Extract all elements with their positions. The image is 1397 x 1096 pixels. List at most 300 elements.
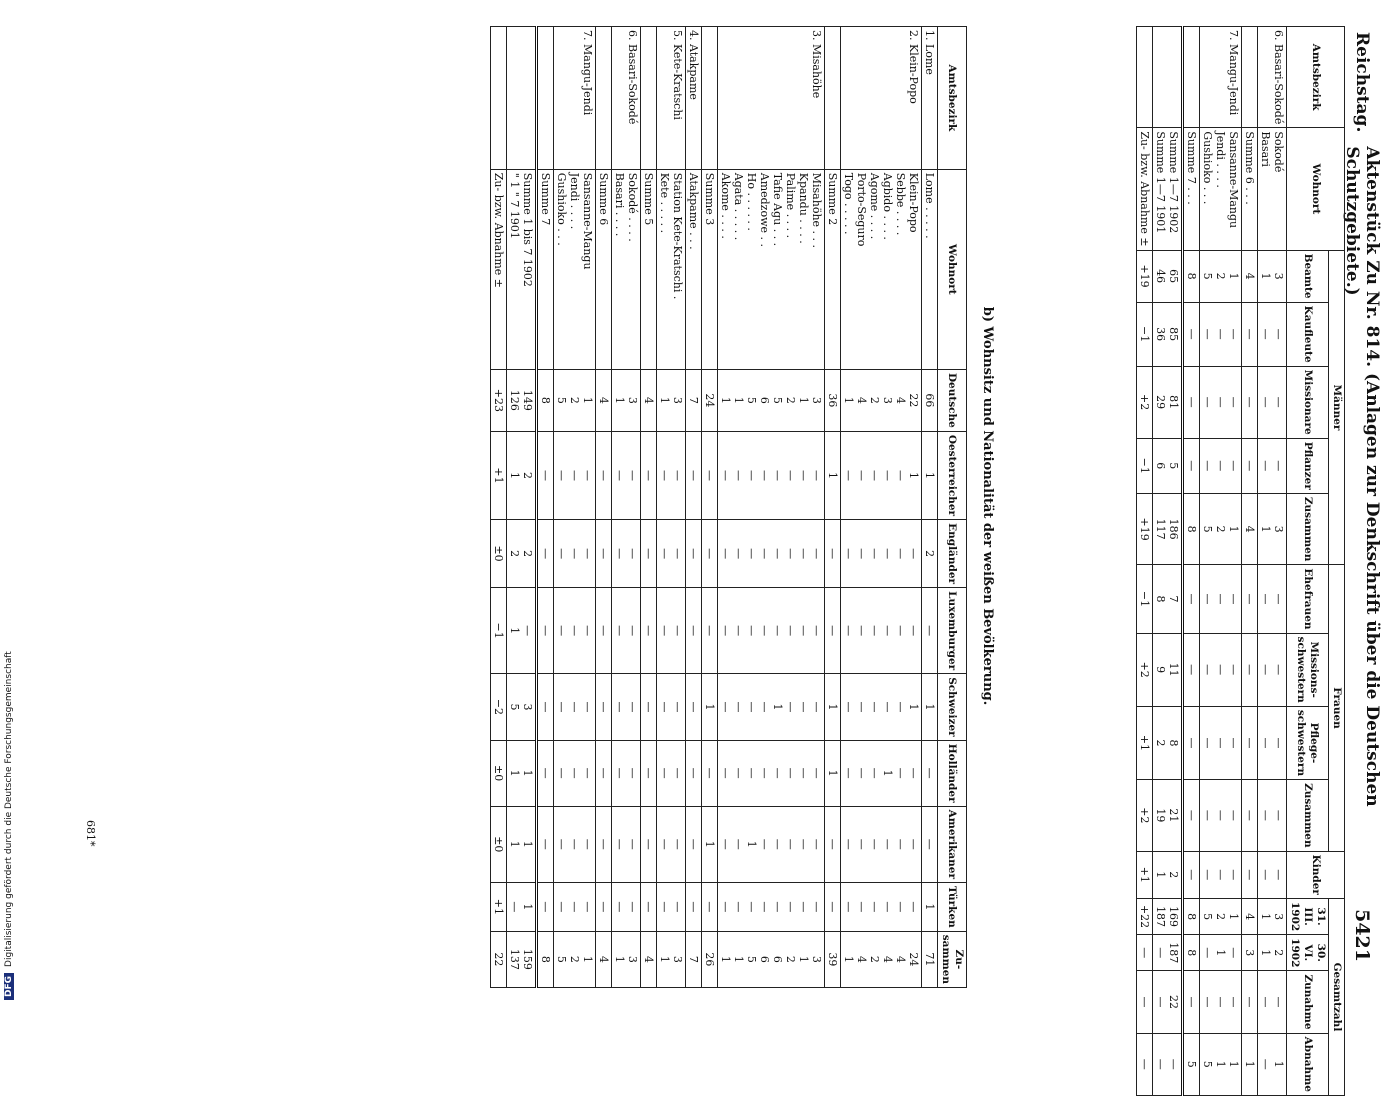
cell-value: — [537,883,554,932]
cell-value: 1 1 5 [1200,1033,1242,1095]
cell-value: — — — [554,520,596,588]
cell-value: — [641,520,657,588]
col-wohnort: Wohnort [1287,128,1345,250]
cell-value: 11 9 [1153,633,1183,706]
cell-value: — — [1258,565,1287,633]
header-title: Aktenstück Zu Nr. 814. (Anlagen zur Denkschrift über die Deutschen Schutzgebiete.) [1342,146,1382,807]
cell-value: −1 [1137,565,1153,633]
cell-amtsbezirk: 7. Mangu-Jendi [554,27,596,170]
cell-value: — — [1258,366,1287,438]
cell-value: — — [612,740,641,806]
cell-value: — [1137,1033,1153,1095]
cell-value: 1 [922,883,938,932]
cell-value: — [686,806,702,882]
group-gesamtzahl: Gesamtzahl [1329,898,1345,1095]
cell-amtsbezirk [1137,27,1153,128]
cell-value: — — — [554,806,596,882]
cell-value: — [1183,706,1200,779]
cell-value: 39 [825,931,841,987]
col-header: Kaufleute [1287,302,1329,366]
col-header: Zusammen [1287,780,1329,852]
col-nationality: Deutsche [938,369,967,431]
cell-value: 4 [641,369,657,431]
cell-value: — — 1 — — — [841,740,922,806]
cell-wohnort: Zu- bzw. Abnahme ± [1137,128,1153,250]
cell-value: — [1183,780,1200,852]
cell-wohnort: Atakpame . . . [686,169,702,369]
cell-wohnort: Station Kete-Kratschi . Kete . . . . . [657,169,686,369]
cell-value: — — — — — 1 — — [718,806,825,882]
cell-value: — 1 [507,588,537,674]
cell-value: — [702,520,718,588]
cell-value: — [686,674,702,741]
cell-value: — — [612,883,641,932]
cell-value: 65 46 [1153,250,1183,302]
cell-value: 4 [1242,493,1258,565]
footer-mark: 681* [84,820,97,847]
cell-value: — — — [554,431,596,519]
cell-value: — [1242,851,1258,898]
cell-wohnort: Summe 5 [641,169,657,369]
cell-value: — — [657,588,686,674]
table-row [1137,27,1153,1096]
cell-value: 2 1 [1153,851,1183,898]
col-header: 30. VI. 1902 [1287,935,1329,971]
cell-amtsbezirk [641,27,657,170]
cell-wohnort: Lome . . . . . [922,169,938,369]
cell-value: 24 4 4 2 4 1 [841,931,922,987]
cell-value: — [537,520,554,588]
cell-value: ±0 [491,740,507,806]
cell-value: — [641,883,657,932]
table-row [1200,27,1242,1096]
cell-wohnort: Klein-Popo Sebbe . . . . Agbido . . . . Agome . . . . Porto-Seguro Togo . . . . . [841,169,922,369]
cell-value: 8 2 [1153,706,1183,779]
cell-value: −1 [1137,438,1153,493]
table-row [718,27,825,988]
cell-value: 1 1 [507,806,537,882]
cell-value: — — — [1200,851,1242,898]
table-row [1258,27,1287,1096]
cell-value: 1 2 5 [554,931,596,987]
cell-value: 2 1 [507,431,537,519]
side-note-text: Digitalisierung gefördert durch die Deutsche Forschungsgemeinschaft [4,651,14,967]
cell-value: — [596,431,612,519]
cell-value: — — — — — — [841,806,922,882]
cell-value: — [1137,971,1153,1033]
cell-wohnort: Misahöhe . . . Kpandu . . . . Palime . . . . Tafie Agu . . . Amedzowe . . Ho . . . . . . Agata . . . . . Akome . . . . [718,169,825,369]
cell-value: — [702,431,718,519]
cell-value: 8 [537,369,554,431]
cell-value: — [825,520,841,588]
cell-value: — — — [554,588,596,674]
cell-wohnort: Summe 1 bis 7 1902 " 1 " 7 1901 [507,169,537,369]
cell-value: — — — [1200,438,1242,493]
cell-amtsbezirk: 4. Atakpame [686,27,702,170]
cell-value: — — — — — — — — [718,740,825,806]
cell-value: 2 [922,520,938,588]
cell-value: — — [657,431,686,519]
col-header: Pflege-schwestern [1287,706,1329,779]
cell-value: 8 [1183,935,1200,971]
cell-value: — [537,674,554,741]
cell-value: 5 6 [1153,438,1183,493]
cell-value: 1 [702,806,718,882]
cell-value: — — [657,883,686,932]
cell-value: — [641,588,657,674]
cell-value: — [641,674,657,741]
cell-value: +2 [1137,780,1153,852]
col-header: Abnahme [1287,1033,1329,1095]
table-row [537,27,554,988]
cell-value: 1 — — — — — [841,674,922,741]
cell-value: — [596,883,612,932]
table-row [1153,27,1183,1096]
cell-value: 1 2 5 [1200,250,1242,302]
cell-value: — [596,740,612,806]
cell-value: — [1183,565,1200,633]
cell-value: — [641,431,657,519]
cell-value: — [922,806,938,882]
col-amtsbezirk: Amtsbezirk [938,27,967,170]
cell-value: — — [612,588,641,674]
col-nationality: Schweizer [938,674,967,741]
cell-amtsbezirk: 5. Kete-Kratschi [657,27,686,170]
cell-value: — [1183,438,1200,493]
cell-value: — [702,740,718,806]
cell-value: — — [657,674,686,741]
col-kinder: Kinder [1287,851,1345,898]
cell-amtsbezirk: 2. Klein-Popo [841,27,922,170]
cell-value: — — [612,806,641,882]
cell-wohnort: Summe 1—7 1902 Summe 1—7 1901 [1153,128,1183,250]
page-header [1342,32,1382,962]
cell-value: — — — 1 — — — — [718,674,825,741]
cell-value: — [537,740,554,806]
cell-value: 3 1 [612,931,641,987]
cell-value: 3 1 [612,369,641,431]
cell-value: — [702,883,718,932]
cell-value: — — [612,520,641,588]
cell-value: — — — — — — [841,520,922,588]
dfg-logo: DFG [4,973,14,1000]
cell-value: −1 [1137,302,1153,366]
section-caption: b) Wohnsitz und Nationalität der weißen Bevölkerung. [980,306,995,706]
cell-value: ±0 [491,520,507,588]
col-wohnort: Wohnort [938,169,967,369]
cell-value: — — — [554,674,596,741]
cell-value: — — [1258,633,1287,706]
cell-value: 5 [1183,1033,1200,1095]
cell-value: — [1242,706,1258,779]
cell-wohnort: Summe 2 [825,169,841,369]
cell-value: 4 [1242,250,1258,302]
table-row [825,27,841,988]
cell-value: 3 1 [1258,250,1287,302]
cell-value: 7 [686,931,702,987]
cell-value: — [1242,302,1258,366]
col-header: Pflanzer [1287,438,1329,493]
cell-value: 1 2 5 [554,369,596,431]
cell-value: — [1183,366,1200,438]
cell-amtsbezirk [702,27,718,170]
cell-amtsbezirk [491,27,507,170]
cell-value: — — — [1200,565,1242,633]
cell-wohnort: Summe 6 . . . [1242,128,1258,250]
group-frauen: Frauen [1329,565,1345,851]
cell-value: +1 [1137,851,1153,898]
cell-value: — — [657,740,686,806]
cell-value: — — — — — — — — [718,520,825,588]
cell-value: — [1242,780,1258,852]
cell-value: 149 126 [507,369,537,431]
col-nationality: Oesterreicher [938,431,967,519]
cell-amtsbezirk: 7. Mangu-Jendi [1200,27,1242,128]
cell-value: 4 [596,369,612,431]
cell-value: — — — — — — — — [718,431,825,519]
col-header: Missionare [1287,366,1329,438]
col-nationality: Zu-sammen [938,931,967,987]
cell-value: 1 [702,674,718,741]
cell-value: — — [1258,971,1287,1033]
cell-value: 1 [825,740,841,806]
cell-value: 7 [686,369,702,431]
cell-amtsbezirk [507,27,537,170]
cell-value: — — — [1200,706,1242,779]
cell-value: 85 36 [1153,302,1183,366]
cell-value: 8 [1183,250,1200,302]
cell-value: 3 [1242,935,1258,971]
cell-value: 26 [702,931,718,987]
cell-value: — [686,431,702,519]
cell-value: 187 — [1153,935,1183,971]
cell-value: — [1137,935,1153,971]
cell-value: +2 [1137,633,1153,706]
cell-amtsbezirk: 3. Misahöhe [718,27,825,170]
cell-value: — [596,674,612,741]
cell-value: — — [612,431,641,519]
cell-value: 2 1 [1258,935,1287,971]
cell-value: 186 117 [1153,493,1183,565]
cell-value: +19 [1137,250,1153,302]
cell-value: +1 [1137,706,1153,779]
cell-wohnort: Summe 7 [537,169,554,369]
staff-table [1136,26,1345,1096]
cell-value: — — — [1200,780,1242,852]
cell-wohnort: Summe 3 [702,169,718,369]
cell-value: 1 [922,674,938,741]
cell-value: — — — [1200,971,1242,1033]
cell-amtsbezirk: 6. Basari-Sokodé [612,27,641,170]
cell-value: — [1183,302,1200,366]
cell-amtsbezirk [537,27,554,170]
cell-value: — — — — — — — — [718,588,825,674]
col-header: Missions-schwestern [1287,633,1329,706]
cell-value: 4 [641,931,657,987]
cell-value: — [537,588,554,674]
col-header: Zusammen [1287,493,1329,565]
table-row [612,27,641,988]
cell-value: — — [657,806,686,882]
cell-value: — [1242,438,1258,493]
col-nationality: Amerikaner [938,806,967,882]
nationality-table [490,26,967,988]
cell-value: — — [1258,706,1287,779]
cell-value: — — [612,674,641,741]
cell-value: — [1183,633,1200,706]
col-nationality: Luxemburger [938,588,967,674]
cell-value: 1 2 5 [1200,898,1242,934]
cell-value: +19 [1137,493,1153,565]
cell-value: — — [1258,438,1287,493]
cell-value: — [641,740,657,806]
cell-value: 169 187 [1153,898,1183,934]
cell-amtsbezirk [596,27,612,170]
cell-value: 3 1 [657,931,686,987]
cell-value: 21 19 [1153,780,1183,852]
cell-value: — — [1258,302,1287,366]
cell-value: — — — — — — [841,883,922,932]
col-header: Beamte [1287,250,1329,302]
cell-wohnort: Summe 6 [596,169,612,369]
cell-value: — [702,588,718,674]
col-header: 31. III. 1902 [1287,898,1329,934]
cell-value: +1 [491,431,507,519]
table-row [491,27,507,988]
table-row [1242,27,1258,1096]
cell-wohnort: Sokodé Basari [1258,128,1287,250]
col-nationality: Engländer [938,520,967,588]
cell-wohnort: Zu- bzw. Abnahme ± [491,169,507,369]
table-row [1183,27,1200,1096]
cell-value: — [641,806,657,882]
cell-value: 1 [825,431,841,519]
table-row [841,27,922,988]
cell-value: — [922,588,938,674]
cell-value: 66 [922,369,938,431]
cell-value: 1 2 5 [1200,493,1242,565]
cell-value: 36 [825,369,841,431]
cell-value: 8 [1183,493,1200,565]
cell-value: 81 29 [1153,366,1183,438]
col-header: Zunahme [1287,971,1329,1033]
cell-value: 1 [1242,1033,1258,1095]
cell-value: — [596,520,612,588]
cell-value: ±0 [491,806,507,882]
cell-amtsbezirk [1153,27,1183,128]
cell-value: 3 1 [657,369,686,431]
cell-value: 22 4 3 2 4 1 [841,369,922,431]
cell-value: — 1 — [1200,935,1242,971]
cell-value: 4 [1242,898,1258,934]
cell-value: — [825,883,841,932]
cell-value: — [686,588,702,674]
cell-value: — — [1258,851,1287,898]
cell-value: 1 — — — — — [841,431,922,519]
cell-value: 7 8 [1153,565,1183,633]
cell-value: — [1242,565,1258,633]
cell-value: — [596,806,612,882]
cell-value: — — — — — — [841,588,922,674]
group-maenner: Männer [1329,250,1345,565]
cell-value: — [596,588,612,674]
cell-wohnort: Sansanne-Mangu Jendi . . . . Gushioko . . . [554,169,596,369]
cell-value: — [1183,971,1200,1033]
cell-wohnort: Summe 7 . . . [1183,128,1200,250]
cell-value: 159 137 [507,931,537,987]
cell-value: 22 [491,931,507,987]
cell-value: 22 — [1153,971,1183,1033]
cell-value: — [1183,851,1200,898]
cell-value: 3 5 [507,674,537,741]
cell-value: −1 [491,588,507,674]
cell-value: — [686,520,702,588]
table-row [922,27,938,988]
col-nationality: Türken [938,883,967,932]
cell-value: — [1242,971,1258,1033]
cell-wohnort: Sansanne-Mangu Jendi . . . . Gushioko . . . [1200,128,1242,250]
cell-value: 1 [922,431,938,519]
cell-value: 4 [596,931,612,987]
cell-value: 3 1 [1258,898,1287,934]
cell-amtsbezirk [1242,27,1258,128]
cell-value: 24 [702,369,718,431]
cell-value: — — — [1200,366,1242,438]
digitization-note [4,0,18,1000]
cell-value: +2 [1137,366,1153,438]
table-row [554,27,596,988]
cell-value: 8 [537,931,554,987]
cell-value: — [1242,366,1258,438]
cell-value: 71 [922,931,938,987]
cell-value: 3 1 [1258,493,1287,565]
cell-value: +23 [491,369,507,431]
cell-wohnort: Sokodé . . . . Basari . . . . [612,169,641,369]
col-header: Ehefrauen [1287,565,1329,633]
cell-amtsbezirk [825,27,841,170]
cell-value: 8 [1183,898,1200,934]
table-row [507,27,537,988]
cell-value: — — — [1200,633,1242,706]
cell-value: 2 2 [507,520,537,588]
table-row [686,27,702,988]
cell-value: — [825,588,841,674]
cell-value: +22 [1137,898,1153,934]
cell-value: 1 1 [507,740,537,806]
cell-amtsbezirk: 1. Lome [922,27,938,170]
cell-value: +1 [491,883,507,932]
cell-amtsbezirk [1183,27,1200,128]
cell-value: — — — — — — — — [718,883,825,932]
cell-value: — [686,740,702,806]
table-row [641,27,657,988]
cell-value: — [537,806,554,882]
cell-value: — [686,883,702,932]
cell-value: — — [657,520,686,588]
col-nationality: Holländer [938,740,967,806]
table-row [596,27,612,988]
cell-value: — [1242,633,1258,706]
table-row [702,27,718,988]
cell-value: 3 1 2 6 6 5 1 1 [718,931,825,987]
cell-amtsbezirk: 6. Basari-Sokodé [1258,27,1287,128]
cell-value: 1 [825,674,841,741]
page-number: 5421 [1351,909,1373,962]
cell-value: — [825,806,841,882]
cell-value: — — — [554,883,596,932]
cell-value: 1 — [1258,1033,1287,1095]
cell-value: — — [1153,1033,1183,1095]
